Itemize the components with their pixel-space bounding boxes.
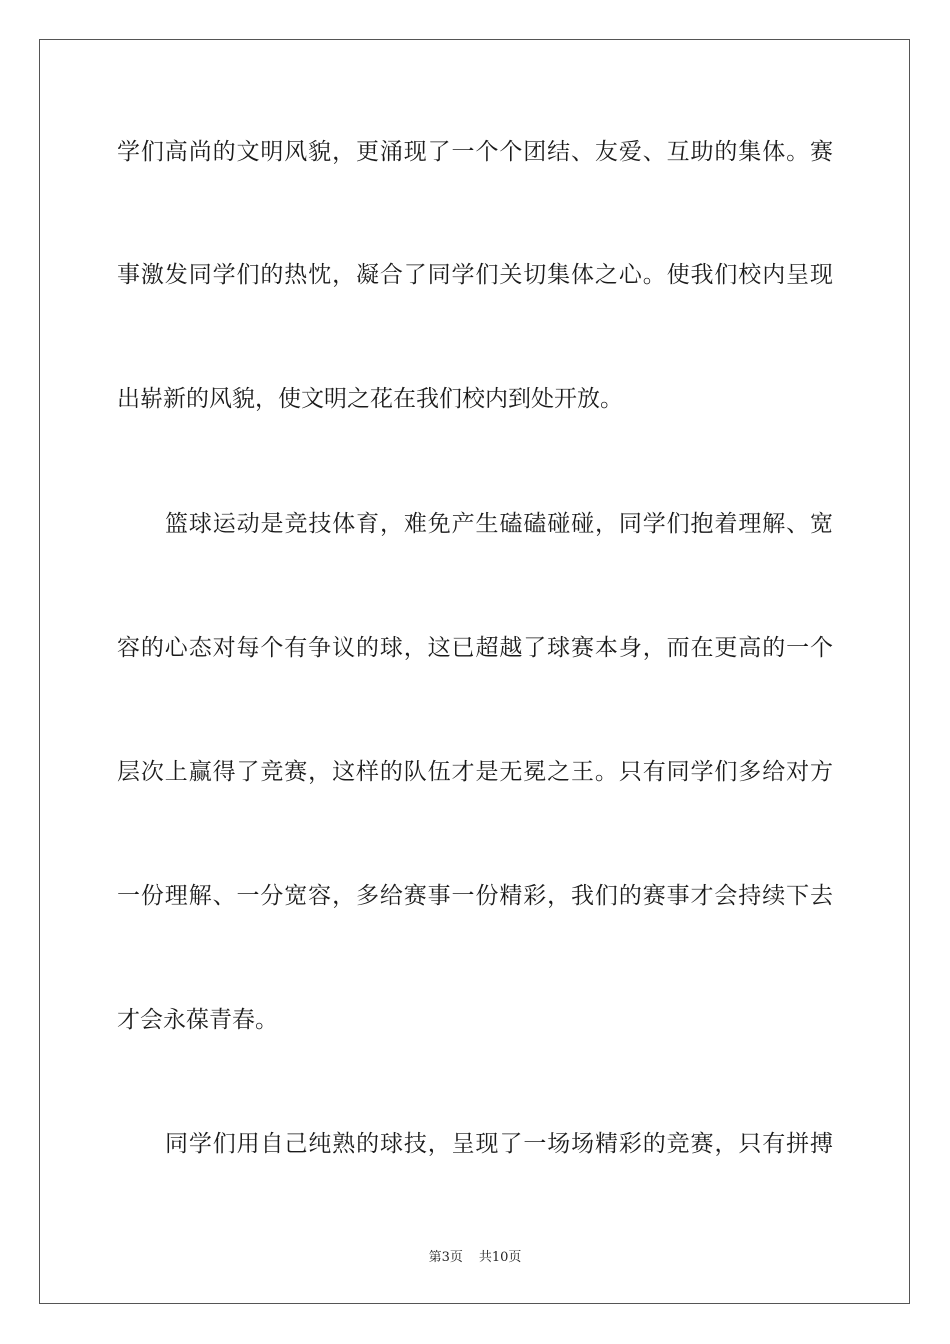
- paragraph-line: 学们高尚的文明风貌，更涌现了一个个团结、友爱、互助的集体。赛: [117, 139, 833, 165]
- page-total: 共10页: [478, 1250, 522, 1265]
- page-border: [39, 39, 910, 1304]
- paragraph-line: 篮球运动是竞技体育，难免产生磕磕碰碰，同学们抱着理解、宽: [165, 511, 833, 537]
- paragraph-line: 层次上赢得了竞赛，这样的队伍才是无冕之王。只有同学们多给对方: [117, 759, 833, 785]
- paragraph-line: 容的心态对每个有争议的球，这已超越了球赛本身，而在更高的一个: [117, 635, 833, 661]
- page-footer: [0, 1246, 950, 1265]
- paragraph-line: 同学们用自己纯熟的球技，呈现了一场场精彩的竞赛，只有拼搏: [165, 1131, 833, 1157]
- paragraph-line: 一份理解、一分宽容，多给赛事一份精彩，我们的赛事才会持续下去: [117, 883, 833, 909]
- paragraph-line: 才会永葆青春。: [117, 1007, 278, 1033]
- paragraph-line: 事激发同学们的热忱，凝合了同学们关切集体之心。使我们校内呈现: [117, 262, 833, 288]
- page-number: 第3页: [428, 1250, 463, 1265]
- paragraph-line: 出崭新的风貌，使文明之花在我们校内到处开放。: [117, 386, 623, 412]
